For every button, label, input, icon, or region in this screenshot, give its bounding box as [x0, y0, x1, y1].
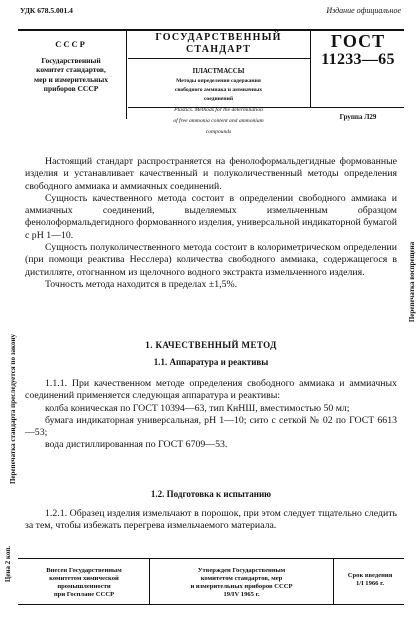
footer-top-rule: [18, 558, 404, 559]
header-divider-left: [126, 29, 127, 119]
equipment-item-paper-sieve: бумага индикаторная универсальная, pH 1—10; сито с сеткой № 02 по ГОСТ 6613—53;: [25, 414, 397, 439]
price-label: Цена 2 коп.: [4, 545, 12, 583]
header-divider-right: [310, 29, 311, 108]
footer-bottom-rule: [18, 604, 404, 605]
english-title-line-2: of free ammonia content and ammonium: [173, 118, 264, 124]
english-title-line-3: compounds: [205, 129, 232, 135]
approved-line-1: Утвержден Государственным: [197, 567, 286, 574]
edition-label: Издание официальное: [326, 6, 401, 15]
section-1-1-heading: 1.1. Аппаратура и реактивы: [153, 357, 269, 367]
introduced-line-2: комитетом химической: [49, 575, 119, 582]
footer-divider-2: [333, 558, 334, 604]
classification-group: Группа Л29: [339, 113, 377, 121]
subtitle-line-3: соединений: [203, 96, 234, 102]
subtitle-line-1: Методы определения содержания: [176, 78, 261, 84]
introduced-line-4: при Госплане СССР: [53, 591, 115, 598]
intro-paragraph-3: Сущность полуколичественного метода состоит в колориметрическом определении (при помощи реактива Несслера) количества свободного аммиака, содержащегося в дистилляте, отогнанном из щелочного водного экстракта измельченного изделия.: [25, 242, 397, 278]
effective-date: [336, 572, 404, 588]
effective-label: Срок введения: [347, 572, 393, 579]
state-label: ГОСУДАРСТВЕННЫЙ: [155, 32, 282, 43]
section-1-2-heading: 1.2. Подготовка к испытанию: [150, 489, 272, 499]
reprint-prosecution-notice: Перепечатка стандарта преследуется по закону: [9, 333, 17, 485]
approved-date: 19/IV 1965 г.: [223, 591, 260, 598]
country-label: СССР: [55, 39, 87, 49]
intro-paragraph-2: Сущность качественного метода состоит в определении свободного аммиака и аммиачных соединений, выделяемых измельченным образцом фенолоформальдегидного формованного изделия, универсальной индикаторной бумагой с pH 1—10.: [25, 192, 397, 241]
equipment-item-water: вода дистиллированная по ГОСТ 6709—53.: [45, 439, 228, 451]
intro-paragraph-1: Настоящий стандарт распространяется на фенолоформальдегидные формованные изделия и устанавливает качественный и полуколичественный методы определения свободного аммиака и аммиачных соединений.: [25, 156, 397, 192]
paragraph-1-2-1: 1.2.1. Образец изделия измельчают в порошок, при этом следует тщательно следить за тем, чтобы избежать перегрева измельчаемого материала.: [25, 508, 397, 532]
standard-title: ПЛАСТМАССЫ: [192, 68, 245, 75]
introduced-by: [20, 567, 148, 599]
standard-label: СТАНДАРТ: [186, 44, 251, 55]
section-1-1-text: [25, 378, 397, 452]
gost-number: 11233—65: [321, 51, 395, 68]
intro-text: [25, 156, 397, 291]
paragraph-1-1-1: 1.1.1. При качественном методе определения свободного аммиака и аммиачных соединений применяется следующая аппаратура и реактивы:: [25, 378, 397, 402]
committee-line-2: комитет стандартов,: [36, 65, 106, 74]
intro-paragraph-4: Точность метода находится в пределах ±1,5%.: [45, 278, 238, 290]
introduced-line-1: Внесен Государственным: [46, 567, 122, 574]
gost-number-block: [312, 31, 404, 121]
committee-line-1: Государственный: [41, 55, 101, 65]
gost-label: ГОСТ: [330, 31, 386, 51]
equipment-item-flask: колба коническая по ГОСТ 10394—63, тип КнНШ, вместимостью 50 мл;: [45, 402, 350, 414]
introduced-line-3: промышленности: [57, 583, 111, 590]
standard-title-block: [128, 32, 309, 136]
section-1-2-text: [25, 508, 397, 533]
subtitle-line-2: свободного аммиака и аммиачных: [174, 87, 263, 93]
effective-value: 1/I 1966 г.: [355, 580, 385, 587]
udk-code: УДК 678.5.001.4: [20, 6, 73, 15]
committee-line-3: мер и измерительных: [34, 74, 108, 84]
issuing-authority: [18, 40, 124, 94]
committee-line-4: приборов СССР: [43, 84, 99, 93]
footer-divider-1: [149, 558, 150, 604]
approved-line-2: комитетом стандартов, мер: [200, 575, 283, 582]
reprint-prohibited-notice: Перепечатка воспрещена: [408, 241, 416, 323]
section-1-heading: 1. КАЧЕСТВЕННЫЙ МЕТОД: [145, 340, 277, 350]
approved-line-3: и измерительных приборов СССР: [190, 583, 293, 590]
english-title-line-1: Plastics. Methods for the determination: [174, 107, 263, 113]
approved-by: [151, 567, 332, 599]
